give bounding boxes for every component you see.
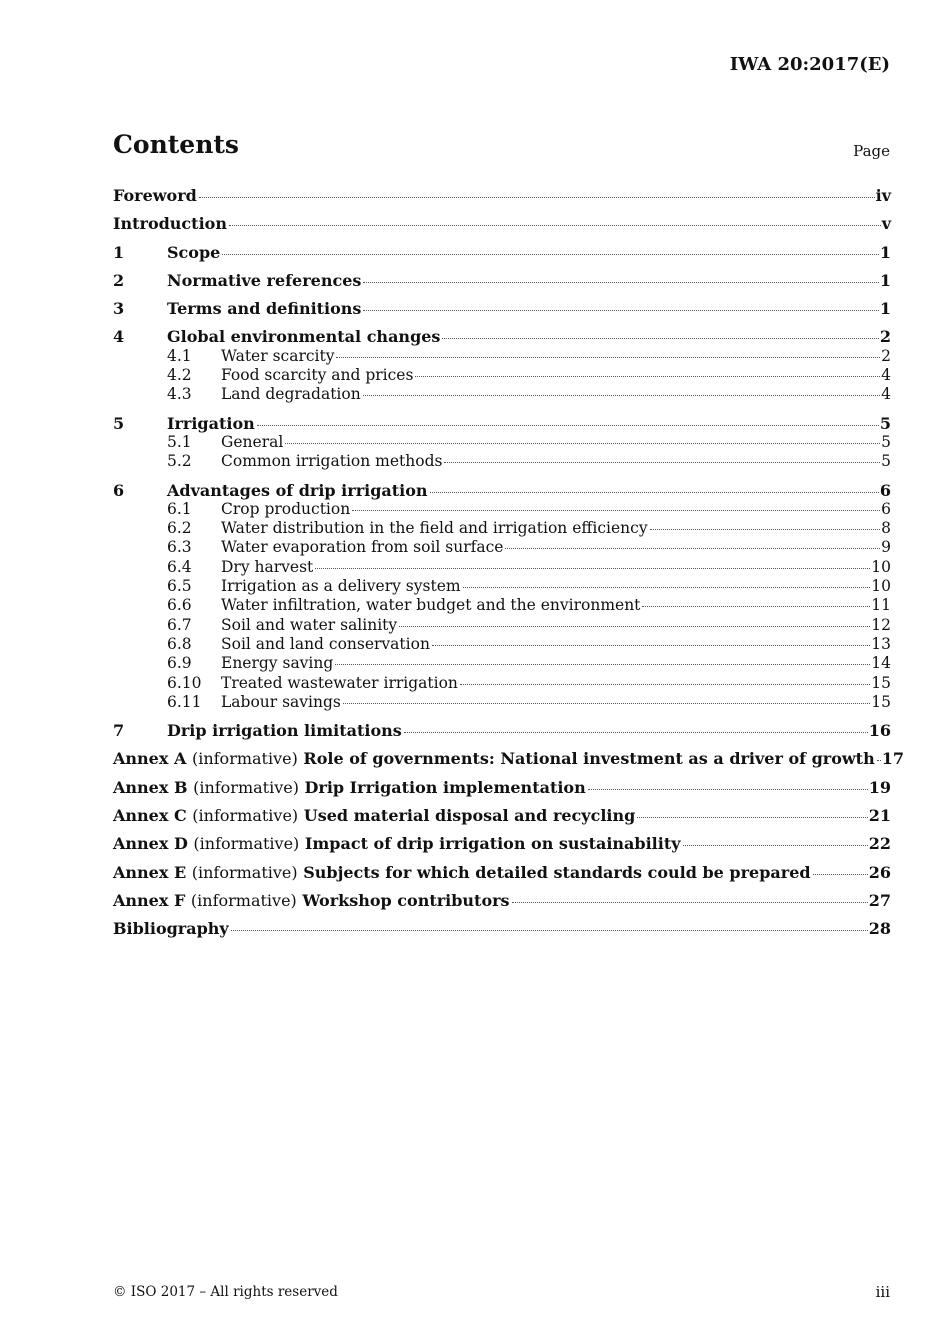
dot-leader — [512, 902, 868, 903]
toc-entry-label: Global environmental changes — [167, 327, 441, 347]
toc-entry-label: Water distribution in the field and irrigation efficiency — [221, 519, 648, 538]
toc-entry-number: 4.1 — [167, 346, 192, 365]
dot-leader — [637, 817, 867, 818]
toc-entry-page: 10 — [871, 577, 891, 596]
dot-leader — [199, 197, 875, 198]
toc-entry-number: 6.9 — [167, 654, 192, 673]
dot-leader — [335, 664, 870, 665]
toc-entry-label: Scope — [167, 242, 221, 262]
toc-clauses — [113, 243, 891, 741]
toc-entry-label: Soil and water salinity — [221, 615, 398, 634]
toc-entry-page: 1 — [879, 270, 891, 290]
toc-entry-number: 2 — [113, 270, 125, 290]
toc-entry-label: Irrigation as a delivery system — [221, 577, 461, 596]
toc-entry-label: Water evaporation from soil surface — [221, 538, 504, 557]
toc-entry-number: 4.2 — [167, 366, 192, 385]
document-id: IWA 20:2017(E) — [729, 54, 890, 75]
dot-leader — [650, 529, 881, 530]
toc-entry-page: 15 — [871, 673, 891, 692]
toc-entry-page: 10 — [871, 557, 891, 576]
toc-entry-number: 7 — [113, 721, 125, 741]
page-number: iii — [875, 1283, 890, 1301]
annex-informative-tag: (informative) — [192, 806, 299, 826]
dot-leader — [505, 548, 880, 549]
toc-entry-page: 2 — [879, 327, 891, 347]
toc-entry-page: 5 — [881, 452, 891, 471]
toc-entry-subclause-6-1[interactable] — [113, 500, 891, 519]
toc-entry-number: 3 — [113, 299, 125, 319]
annex-letter: Annex E — [113, 862, 187, 882]
dot-leader — [442, 338, 878, 339]
dot-leader — [257, 425, 879, 426]
toc-entry-label: Soil and land conservation — [221, 634, 430, 653]
toc-entry-annex-e[interactable] — [113, 863, 891, 882]
toc-entry-number: 6.2 — [167, 519, 192, 538]
toc-entry-introduction[interactable] — [113, 214, 891, 233]
toc-entry-page: 21 — [868, 806, 891, 826]
toc-entry-label: Terms and definitions — [167, 299, 362, 319]
annex-title: Used material disposal and recycling — [303, 806, 636, 826]
toc-entry-page: 1 — [879, 242, 891, 262]
toc-entry-label: Dry harvest — [221, 557, 314, 576]
annex-title: Workshop contributors — [302, 890, 510, 910]
toc-annexes — [113, 749, 904, 910]
toc-entry-number: 6.10 — [167, 673, 202, 692]
dot-leader — [285, 443, 880, 444]
toc-entry-page: iv — [875, 186, 891, 205]
toc-entry-label: Labour savings — [221, 692, 341, 711]
annex-informative-tag: (informative) — [191, 749, 298, 769]
toc-entry-label: Irrigation — [167, 413, 255, 433]
toc-entry-subclause-6-10[interactable] — [113, 674, 891, 693]
dot-leader — [399, 626, 870, 627]
toc-entry-label: Drip irrigation limitations — [167, 721, 402, 741]
dot-leader — [363, 395, 880, 396]
annex-title: Impact of drip irrigation on sustainability — [304, 834, 681, 854]
dot-leader — [460, 684, 870, 685]
toc-entry-subclause-6-6[interactable] — [113, 596, 891, 615]
toc-entry-subclause-6-11[interactable] — [113, 693, 891, 712]
toc-entry-subclause-6-8[interactable] — [113, 635, 891, 654]
toc-entry-page: 4 — [881, 385, 891, 404]
dot-leader — [463, 587, 871, 588]
toc-entry-page: 9 — [881, 538, 891, 557]
toc-entry-annex-f[interactable] — [113, 891, 891, 910]
toc-entry-subclause-6-2[interactable] — [113, 519, 891, 538]
toc-entry-page: 8 — [881, 519, 891, 538]
page-column-label: Page — [853, 142, 890, 160]
toc-entry-page: 5 — [881, 432, 891, 451]
annex-title: Drip Irrigation implementation — [304, 777, 586, 797]
toc-entry-number: 6.7 — [167, 615, 192, 634]
toc-entry-label — [113, 863, 811, 882]
toc-entry-label: Water scarcity — [221, 346, 335, 365]
toc-entry-annex-b[interactable] — [113, 778, 891, 797]
dot-leader — [315, 568, 870, 569]
toc-entry-subclause-4-3[interactable] — [113, 385, 891, 404]
toc-entry-page: 6 — [879, 480, 891, 500]
annex-letter: Annex A — [113, 749, 187, 769]
toc-entry-number: 5.1 — [167, 432, 192, 451]
toc-entry-number: 1 — [113, 242, 125, 262]
toc-entry-subclause-6-7[interactable] — [113, 616, 891, 635]
toc-entry-clause-7[interactable] — [113, 721, 891, 740]
toc-entry-page: 19 — [868, 777, 891, 797]
toc-entry-page: 27 — [868, 890, 891, 910]
toc-entry-page: 6 — [881, 499, 891, 518]
dot-leader — [877, 760, 881, 761]
toc-entry-label — [113, 778, 586, 797]
toc-entry-label: Normative references — [167, 270, 362, 290]
dot-leader — [432, 645, 870, 646]
dot-leader — [430, 492, 879, 493]
dot-leader — [336, 357, 880, 358]
toc-entry-annex-d[interactable] — [113, 834, 891, 853]
annex-letter: Annex C — [113, 806, 187, 826]
annex-informative-tag: (informative) — [193, 777, 299, 797]
toc-entry-foreword[interactable] — [113, 186, 891, 205]
dot-leader — [642, 606, 870, 607]
annex-informative-tag: (informative) — [193, 834, 300, 854]
toc-entry-clause-3[interactable] — [113, 299, 891, 318]
toc-entry-page: 13 — [871, 634, 891, 653]
toc-entry-clause-4[interactable] — [113, 327, 891, 346]
toc-entry-number: 4.3 — [167, 385, 192, 404]
toc-entry-annex-c[interactable] — [113, 806, 891, 825]
toc-entry-bibliography[interactable] — [113, 919, 891, 938]
toc-entry-label: Food scarcity and prices — [221, 366, 414, 385]
toc-entry-label: Foreword — [113, 186, 197, 205]
toc-entry-label — [113, 891, 510, 910]
toc-entry-clause-1[interactable] — [113, 243, 891, 262]
toc-entry-page: 22 — [868, 834, 891, 854]
toc-entry-subclause-6-5[interactable] — [113, 577, 891, 596]
toc-entry-annex-a[interactable] — [113, 749, 904, 769]
toc-entry-page: 1 — [879, 299, 891, 319]
toc-entry-number: 5 — [113, 413, 125, 433]
toc-entry-label: Land degradation — [221, 385, 361, 404]
toc-entry-label: Bibliography — [113, 919, 229, 939]
toc-entry-subclause-5-2[interactable] — [113, 452, 891, 471]
toc-entry-page: 5 — [879, 413, 891, 433]
dot-leader — [231, 930, 868, 931]
toc-entry-clause-2[interactable] — [113, 271, 891, 290]
toc-entry-page: v — [881, 214, 891, 234]
toc-entry-number: 6.8 — [167, 634, 192, 653]
toc-entry-label: General — [221, 432, 284, 451]
toc-entry-subclause-4-2[interactable] — [113, 366, 891, 385]
table-of-contents — [113, 186, 904, 939]
toc-entry-page: 28 — [868, 919, 891, 939]
dot-leader — [813, 874, 868, 875]
toc-entry-page: 11 — [871, 596, 891, 615]
annex-informative-tag: (informative) — [191, 862, 298, 882]
toc-entry-number: 6.5 — [167, 577, 192, 596]
toc-entry-page: 15 — [871, 692, 891, 711]
dot-leader — [352, 510, 880, 511]
toc-entry-number: 6.3 — [167, 538, 192, 557]
toc-entry-number: 5.2 — [167, 452, 192, 471]
dot-leader — [222, 254, 879, 255]
annex-letter: Annex F — [113, 890, 186, 910]
toc-entry-label: Advantages of drip irrigation — [167, 480, 428, 500]
toc-entry-page: 14 — [871, 654, 891, 673]
dot-leader — [363, 282, 878, 283]
dot-leader — [444, 462, 880, 463]
toc-entry-label — [113, 749, 875, 768]
dot-leader — [588, 789, 868, 790]
toc-entry-subclause-6-4[interactable] — [113, 558, 891, 577]
toc-entry-page: 17 — [881, 749, 904, 769]
toc-entry-number: 6.4 — [167, 557, 192, 576]
toc-entry-clause-5[interactable] — [113, 414, 891, 433]
copyright-notice: © ISO 2017 – All rights reserved — [113, 1284, 338, 1300]
toc-entry-clause-6[interactable] — [113, 481, 891, 500]
toc-entry-subclause-5-1[interactable] — [113, 433, 891, 452]
annex-letter: Annex B — [113, 777, 188, 797]
toc-entry-label: Water infiltration, water budget and the environment — [221, 596, 641, 615]
toc-entry-page: 4 — [881, 366, 891, 385]
toc-entry-subclause-6-3[interactable] — [113, 538, 891, 557]
dot-leader — [363, 310, 878, 311]
annex-title: Role of governments: National investment as a driver of growth — [303, 749, 875, 769]
toc-entry-number: 6.6 — [167, 596, 192, 615]
toc-entry-label: Energy saving — [221, 654, 334, 673]
annex-letter: Annex D — [113, 834, 188, 854]
dot-leader — [683, 845, 868, 846]
toc-entry-page: 2 — [881, 346, 891, 365]
toc-entry-page: 16 — [868, 721, 891, 741]
toc-entry-label: Treated wastewater irrigation — [221, 673, 458, 692]
toc-entry-label: Common irrigation methods — [221, 452, 443, 471]
dot-leader — [229, 225, 881, 226]
toc-entry-subclause-4-1[interactable] — [113, 347, 891, 366]
toc-entry-label — [113, 834, 681, 853]
dot-leader — [343, 703, 870, 704]
dot-leader — [415, 376, 880, 377]
toc-entry-label — [113, 806, 635, 825]
annex-title: Subjects for which detailed standards could be prepared — [303, 862, 811, 882]
annex-informative-tag: (informative) — [190, 890, 297, 910]
toc-entry-label: Introduction — [113, 214, 227, 234]
toc-entry-subclause-6-9[interactable] — [113, 654, 891, 673]
toc-entry-number: 4 — [113, 327, 125, 347]
toc-entry-number: 6.1 — [167, 499, 192, 518]
toc-entry-number: 6.11 — [167, 692, 202, 711]
toc-entry-page: 26 — [868, 862, 891, 882]
toc-entry-label: Crop production — [221, 499, 351, 518]
page-title: Contents — [113, 130, 240, 159]
toc-entry-page: 12 — [871, 615, 891, 634]
toc-entry-number: 6 — [113, 480, 125, 500]
dot-leader — [404, 732, 868, 733]
